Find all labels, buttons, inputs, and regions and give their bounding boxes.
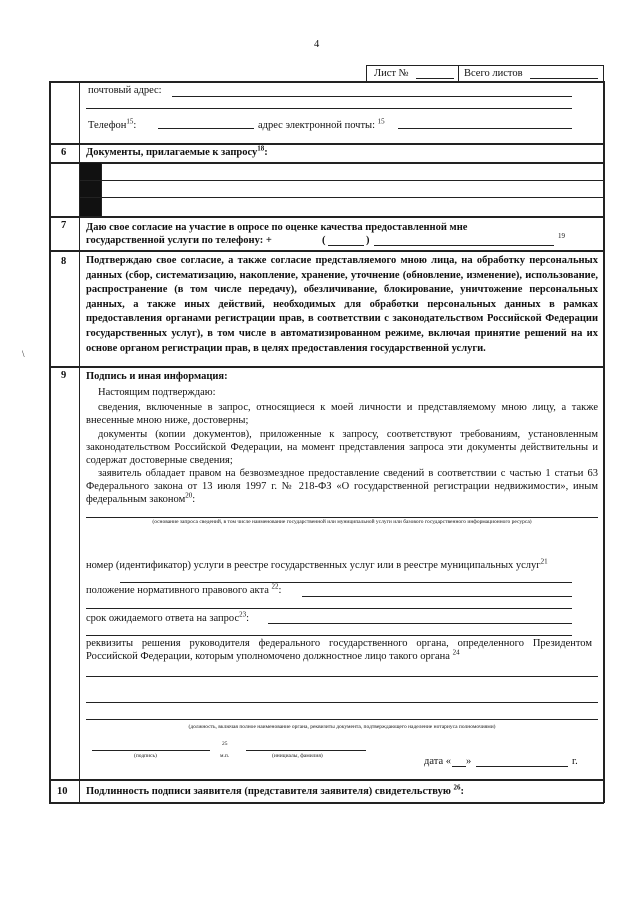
phone-footnote: 15 [126, 117, 134, 126]
section-9-title: Подпись и иная информация: [86, 371, 228, 382]
confirm-item-1: сведения, включенные в запрос, относящиеся к моей личности и представляемому мною лицу, а также внесенные мною ниже, достоверны; [86, 402, 598, 426]
norm-act-footnote: 22 [271, 582, 279, 591]
deadline-label: срок ожидаемого ответа на запрос [86, 613, 240, 624]
service-id-line[interactable] [120, 582, 572, 583]
section-7-line-1: Даю свое согласие на участие в опросе по оценке качества предоставленной мне [86, 222, 468, 233]
phone-code-line[interactable] [328, 245, 364, 246]
section-10-footnote: 26 [453, 783, 461, 792]
service-id-footnote: 21 [540, 557, 548, 566]
confirm-item-3: заявитель обладает правом на безвозмездное предоставление сведений в соответствии с частью 1 статьи 63 Федерального закона от 13 июля 1997 г. № 218-ФЗ «О государственной регистрации недвижимости», иным федеральным законом [86, 468, 598, 505]
date-label: дата « [424, 756, 451, 767]
norm-act-line[interactable] [302, 596, 572, 597]
phone-label: Телефон [88, 120, 127, 131]
section-7-number: 7 [61, 220, 67, 231]
position-caption: (должность, включая полное наименование органа, реквизиты документа, подтверждающего наделение нотариуса полномочиями) [188, 724, 496, 730]
postal-address-line[interactable] [172, 96, 572, 97]
signature-caption: (подпись) [134, 753, 157, 759]
item-3-footnote: 20 [185, 491, 193, 500]
position-line[interactable] [86, 719, 598, 720]
basis-caption: (основание запроса сведений, в том числе наименование государственной или муниципальной услуги или базового государственного информационного ресурса) [152, 519, 532, 525]
postal-address-label: почтовый адрес: [88, 85, 162, 96]
confirm-heading: Настоящим подтверждаю: [98, 387, 216, 398]
deadline-line[interactable] [268, 623, 572, 624]
date-year-suffix: г. [572, 756, 578, 767]
service-id-label: номер (идентификатор) услуги в реестре государственных услуг или в реестре муниципальных услуг [86, 560, 541, 571]
email-line[interactable] [398, 128, 572, 129]
paren-open: ( [322, 235, 326, 246]
decision-label: реквизиты решения руководителя федерального государственного органа, определенного Президентом Российской Федерации, которым уполномочено должностное лицо такого органа [86, 638, 592, 662]
section-6-footnote: 18 [257, 144, 265, 153]
sign-footnote: 25 [222, 741, 228, 747]
section-10-number: 10 [57, 786, 68, 797]
sheet-number-label: Лист № [374, 68, 409, 79]
date-close: » [466, 756, 472, 767]
confirm-item-2: документы (копии документов), приложенные к запросу, соответствуют требованиям, установленным законодательством Российской Федерации, на момент представления запроса эти документы действительны и содержат достоверные сведения; [86, 429, 598, 466]
norm-act-label: положение нормативного правового акта [86, 585, 269, 596]
stamp-caption: м.п. [220, 753, 230, 759]
email-label: адрес электронной почты: [258, 120, 376, 131]
signature-line[interactable] [92, 750, 210, 751]
email-footnote: 15 [377, 117, 385, 126]
paren-close: ) [366, 235, 370, 246]
phone-line[interactable] [158, 128, 254, 129]
date-day-line[interactable] [452, 766, 466, 767]
page-number: 4 [314, 39, 320, 50]
attachment-checkbox-column [80, 163, 101, 216]
attachment-row-2[interactable] [80, 197, 604, 198]
decision-line[interactable] [86, 676, 598, 677]
initials-line[interactable] [246, 750, 366, 751]
section-7-line-2: государственной услуги по телефону: + [86, 235, 272, 246]
consent-text: Подтверждаю свое согласие, а также согласие представляемого мною лица, на обработку персональных данных (сбор, систематизацию, накопление, хранение, уточнение (обновление, изменение), использование, распространение (в том числе передачу), обезличивание, блокирование, уничтожение персональных данных, а также иных действий, необходимых для обработки персональных данных в рамках предоставления органами регистрации прав, в соответствии с законодательством Российской Федерации государственных услуг), в том числе в автоматизированном режиме, включая принятие решений на их основе органом регистрации прав, в целях предоставления государственной услуги. [86, 255, 598, 354]
section-6-title: Документы, прилагаемые к запросу [86, 147, 258, 158]
deadline-footnote: 23 [239, 610, 247, 619]
section-10-title: Подлинность подписи заявителя (представителя заявителя) свидетельствую [86, 786, 451, 797]
survey-phone-line[interactable] [374, 245, 554, 246]
section-6-number: 6 [61, 147, 67, 158]
section-8-number: 8 [61, 256, 67, 267]
initials-caption: (инициалы, фамилия) [272, 753, 323, 759]
date-month-year-line[interactable] [476, 766, 568, 767]
attachment-row-1[interactable] [80, 180, 604, 181]
section-9-number: 9 [61, 370, 67, 381]
total-sheets-label: Всего листов [464, 68, 523, 79]
margin-mark: \ [22, 349, 25, 359]
basis-line[interactable] [86, 517, 598, 518]
decision-footnote: 24 [452, 648, 460, 657]
